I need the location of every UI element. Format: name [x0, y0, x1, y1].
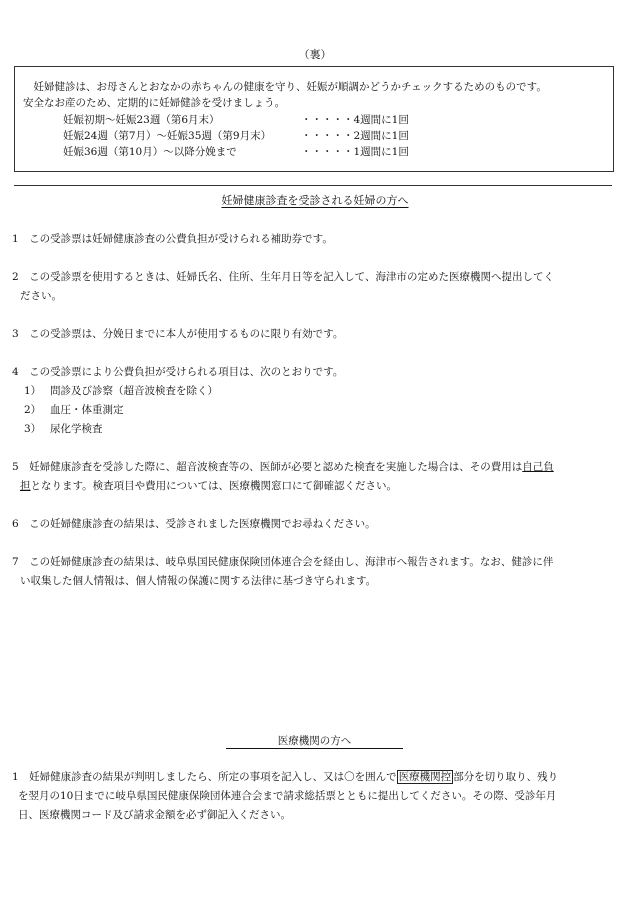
section-title-medical-institutions: 医療機関の方へ: [226, 734, 403, 749]
instruction-item-7: 7 この妊婦健康診査の結果は、岐阜県国民健康保険団体連合会を経由し、海津市へ報告されます。なお、健診に伴: [12, 556, 554, 568]
instruction-item-7-cont: い収集した個人情報は、個人情報の保護に関する法律に基づき守られます。: [20, 575, 377, 587]
covered-item: [14, 401, 614, 420]
institution-item-1: [14, 768, 614, 787]
covered-item-number: 3）: [24, 423, 42, 435]
covered-item-text: 問診及び診察（超音波検査を除く）: [50, 385, 218, 397]
item-5-text-cont: となります。検査項目や費用については、医療機関窓口にて御確認ください。: [30, 480, 397, 492]
institution-item-1-cont: を翌月の10日までに岐阜県国民健康保険団体連合会まで請求総括票とともに提出してください。その際、受診年月: [18, 790, 557, 802]
page-side-label: （裏）: [298, 48, 332, 61]
schedule-period: 妊娠24週（第7月）～妊娠35週（第9月末）: [63, 130, 272, 142]
checkup-schedule: [63, 112, 605, 160]
instruction-item-2: 2 この受診票を使用するときは、妊婦氏名、住所、生年月日等を記入して、海津市の定めた医療機関へ提出してく: [12, 271, 554, 283]
instruction-item-6: 6 この妊婦健康診査の結果は、受診されました医療機関でお尋ねください。: [12, 518, 376, 530]
schedule-frequency: ・・・・・1週間に1回: [301, 146, 409, 158]
schedule-period: 妊娠36週（第10月）～以降分娩まで: [63, 146, 237, 158]
self-pay-underlined: 自己負: [522, 461, 554, 473]
covered-items-list: [14, 382, 614, 439]
notice-paragraph-1: 妊婦健診は、お母さんとおなかの赤ちゃんの健康を守り、妊娠が順調かどうかチェックするためのものです。: [23, 81, 547, 93]
schedule-frequency: ・・・・・4週間に1回: [301, 114, 409, 126]
schedule-row: [63, 144, 605, 160]
covered-item-number: 2）: [24, 404, 42, 416]
instruction-item-5-cont: [14, 477, 614, 496]
instruction-item-1: 1 この受診票は妊婦健康診査の公費負担が受けられる補助券です。: [12, 233, 333, 245]
institution-copy-box: 医療機関控: [398, 771, 452, 783]
covered-item-text: 血圧・体重測定: [50, 404, 124, 416]
covered-item-number: 1）: [24, 385, 42, 397]
covered-item: [14, 382, 614, 401]
institution-item-1-text-b: 部分を切り取り、残り: [453, 771, 559, 783]
checkup-notice-box: [14, 66, 614, 172]
section-title-text: 妊婦健康診査を受診される妊婦の方へ: [221, 194, 409, 207]
institution-item-1-cont2: 日、医療機関コード及び請求金額を必ず御記入ください。: [18, 809, 291, 821]
schedule-period: 妊娠初期～妊娠23週（第6月末）: [63, 114, 220, 126]
self-pay-underlined-cont: 担: [20, 480, 31, 492]
instruction-item-5: [14, 458, 614, 477]
schedule-frequency: ・・・・・2週間に1回: [301, 130, 409, 142]
schedule-row: [63, 128, 605, 144]
instructions-for-medical-institutions: [14, 768, 614, 825]
covered-item: [14, 420, 614, 439]
covered-item-text: 尿化学検査: [50, 423, 103, 435]
divider-line: [14, 185, 612, 186]
section-title-pregnant-women: [0, 193, 630, 210]
item-5-text: 5 妊婦健康診査を受診した際に、超音波検査等の、医師が必要と認めた検査を実施した場合は、その費用は: [12, 461, 523, 473]
instructions-for-pregnant-women: [14, 230, 614, 591]
instruction-item-4: 4 この受診票により公費負担が受けられる項目は、次のとおりです。: [12, 366, 344, 378]
schedule-row: [63, 112, 605, 128]
instruction-item-3: 3 この受診票は、分娩日までに本人が使用するものに限り有効です。: [12, 328, 344, 340]
institution-item-1-text: 1 妊婦健康診査の結果が判明しましたら、所定の事項を記入し、又は〇を囲んで: [12, 771, 397, 783]
notice-paragraph-2: 安全なお産のため、定期的に妊婦健診を受けましょう。: [23, 97, 286, 109]
instruction-item-2-cont: ださい。: [20, 290, 62, 302]
